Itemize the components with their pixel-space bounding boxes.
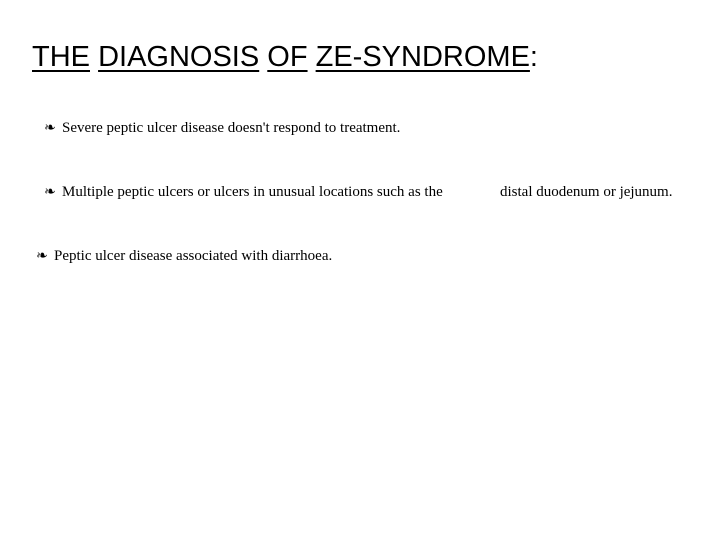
bullet-text: Severe peptic ulcer disease doesn't respond to treatment.: [62, 120, 401, 136]
curl-bullet-icon: ❧: [44, 184, 56, 200]
title-word-of: OF: [267, 41, 308, 73]
bullet-text-continuation: distal duodenum or jejunum.: [500, 184, 673, 200]
bullet-item-diarrhoea: [36, 246, 332, 266]
bullet-text: Multiple peptic ulcers or ulcers in unusual locations such as the: [62, 184, 443, 200]
bullet-item-multiple-ulcers: [44, 182, 443, 202]
title-colon: :: [529, 41, 538, 73]
curl-bullet-icon: ❧: [44, 120, 56, 136]
title-word-ze-syndrome: ZE-SYNDROME: [315, 41, 530, 73]
title-word-the: THE: [32, 41, 90, 73]
curl-bullet-icon: ❧: [36, 248, 48, 264]
slide-title: [32, 38, 538, 76]
bullet-text: Peptic ulcer disease associated with diarrhoea.: [54, 248, 333, 264]
bullet-item-severe-ulcer: [44, 118, 400, 138]
title-word-diagnosis: DIAGNOSIS: [98, 41, 260, 73]
